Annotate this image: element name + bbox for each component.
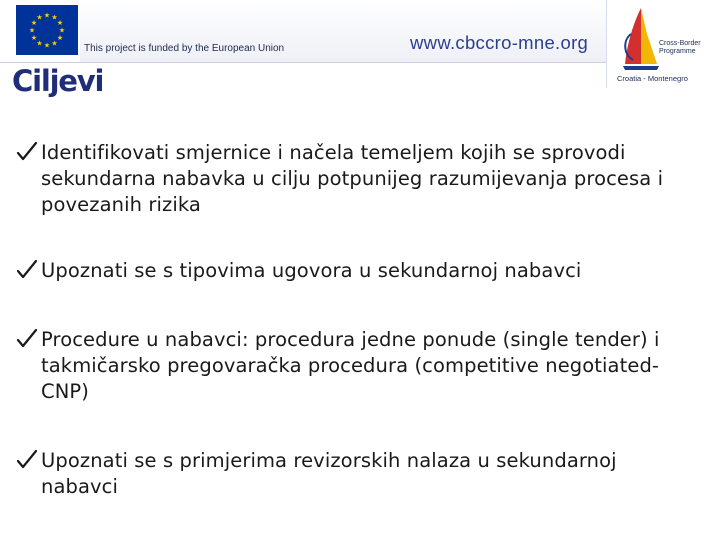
programme-logo-icon bbox=[617, 4, 661, 76]
website-url[interactable]: www.cbccro-mne.org bbox=[410, 32, 589, 53]
eu-star-icon: ★ bbox=[56, 33, 64, 42]
eu-star-icon: ★ bbox=[58, 26, 66, 35]
programme-logo-line2: Programme bbox=[659, 48, 696, 55]
programme-logo-line1: Cross-Border bbox=[659, 40, 701, 47]
bullet-text-4: Upoznati se s primjerima revizorskih nalaza u sekundarnoj nabavci bbox=[41, 449, 617, 498]
bullet-item-1 bbox=[16, 140, 691, 218]
bullet-item-2 bbox=[16, 258, 691, 284]
programme-logo-text bbox=[659, 40, 701, 56]
bullet-text-1: Identifikovati smjernice i načela temeljem kojih se sprovodi sekundarna nabavka u cilju potpunijeg razumijevanja procesa i povezanih rizika bbox=[41, 141, 664, 216]
slide-title: Ciljevi bbox=[12, 64, 104, 98]
eu-star-icon: ★ bbox=[51, 39, 58, 48]
header-divider bbox=[0, 62, 606, 63]
programme-logo bbox=[606, 0, 720, 88]
bullet-text-2: Upoznati se s tipovima ugovora u sekundarnoj nabavci bbox=[41, 259, 582, 282]
eu-flag-icon bbox=[16, 5, 78, 55]
bullet-item-3 bbox=[16, 327, 691, 405]
check-icon bbox=[16, 327, 38, 351]
eu-star-icon: ★ bbox=[56, 18, 64, 27]
eu-star-icon: ★ bbox=[30, 18, 38, 27]
eu-star-icon: ★ bbox=[36, 13, 43, 22]
check-icon bbox=[16, 448, 38, 472]
eu-star-icon: ★ bbox=[43, 11, 51, 20]
programme-logo-countries: Croatia - Montenegro bbox=[617, 74, 688, 83]
eu-star-icon: ★ bbox=[30, 33, 38, 42]
eu-star-icon: ★ bbox=[28, 26, 36, 35]
bullet-item-4 bbox=[16, 448, 691, 500]
eu-star-icon: ★ bbox=[43, 41, 51, 50]
header bbox=[0, 0, 720, 100]
bullet-text-3: Procedure u nabavci: procedura jedne ponude (single tender) i takmičarsko pregovaračka procedura (competitive negotiated-CNP) bbox=[41, 328, 660, 403]
check-icon bbox=[16, 258, 38, 282]
eu-star-icon: ★ bbox=[36, 39, 43, 48]
check-icon bbox=[16, 140, 38, 164]
eu-star-icon: ★ bbox=[51, 13, 58, 22]
funding-notice: This project is funded by the European Union bbox=[84, 43, 285, 54]
